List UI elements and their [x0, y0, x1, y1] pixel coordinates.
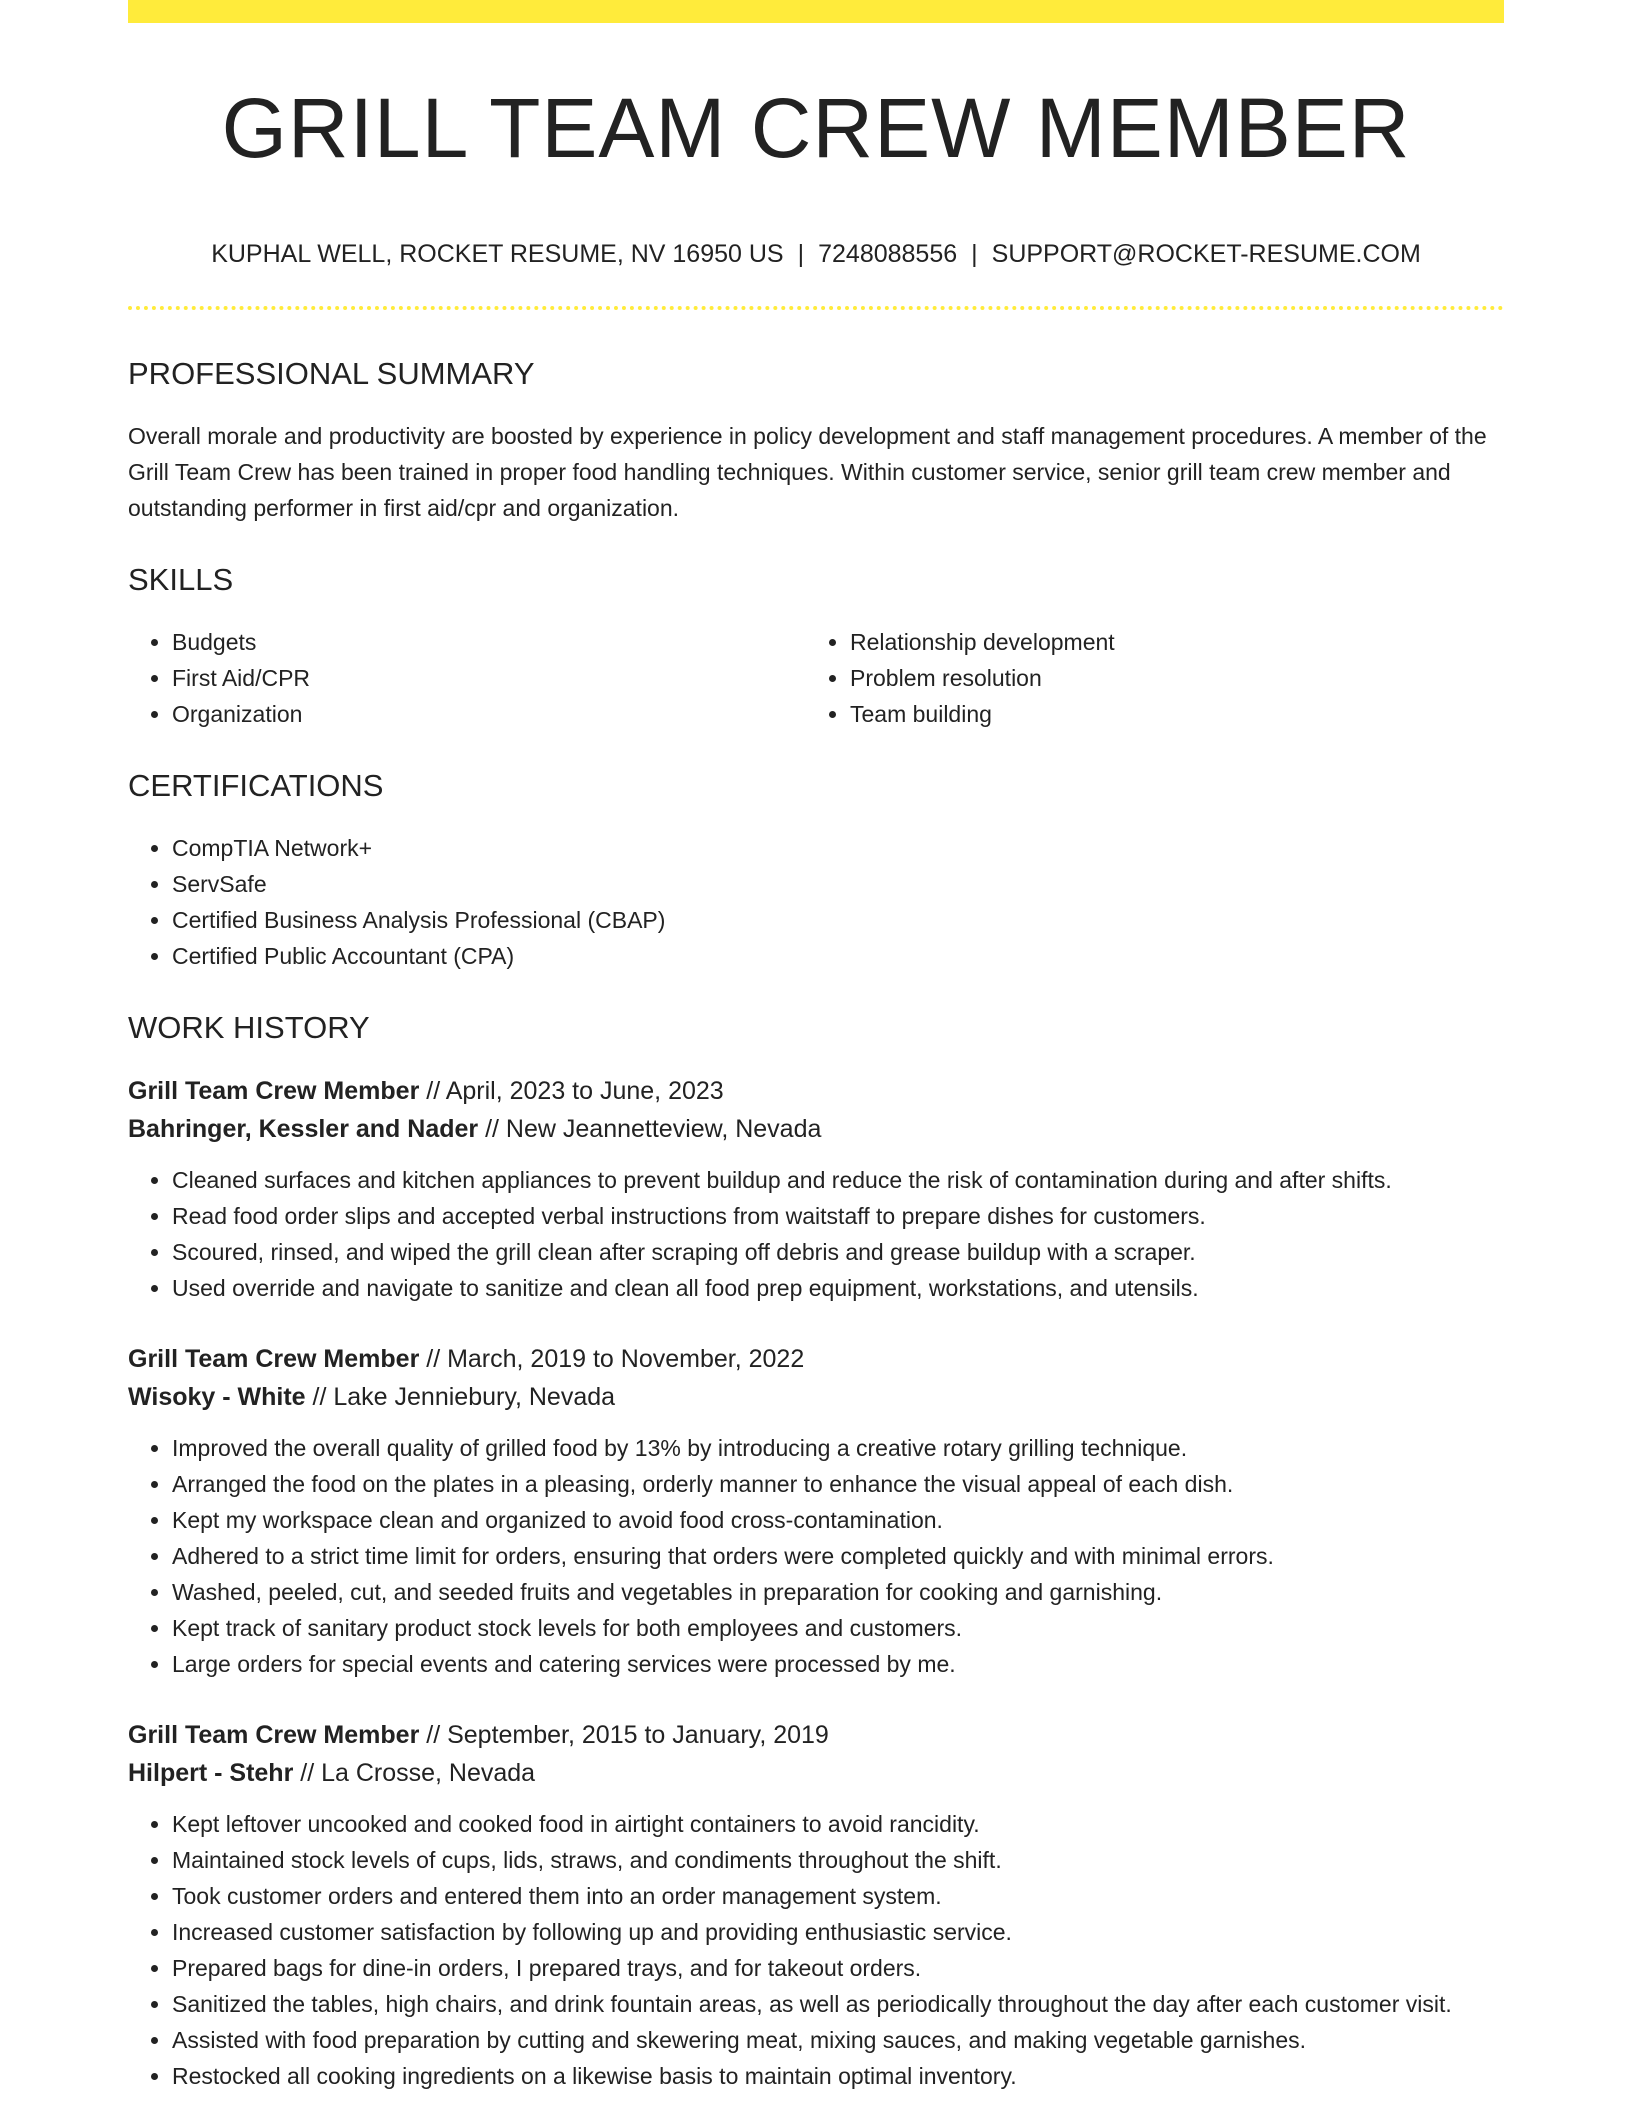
job-dates: // September, 2015 to January, 2019 [419, 1721, 829, 1749]
job-role: Grill Team Crew Member [128, 1077, 420, 1105]
job-duties [128, 1162, 1504, 1306]
accent-bar [128, 0, 1504, 23]
job-entry [128, 1072, 1504, 1306]
job-duty: • Cleaned surfaces and kitchen appliances to prevent buildup and reduce the risk of contamination during and after shifts. [172, 1162, 1504, 1198]
contact-separator: | [971, 240, 978, 268]
job-location: // La Crosse, Nevada [293, 1759, 536, 1787]
contact-phone: 7248088556 [818, 240, 958, 268]
job-duties [128, 1806, 1504, 2094]
skills-list [128, 624, 1504, 732]
skill-item: • Budgets [172, 624, 806, 660]
skill-item: • Problem resolution [850, 660, 1484, 696]
job-duties [128, 1430, 1504, 1682]
contact-address: KUPHAL WELL, ROCKET RESUME, NV 16950 US [211, 240, 784, 268]
job-dates: // March, 2019 to November, 2022 [419, 1345, 805, 1373]
job-entry [128, 1340, 1504, 1682]
job-duty: • Sanitized the tables, high chairs, and drink fountain areas, as well as periodically throughout the day after each customer visit. [172, 1986, 1504, 2022]
skills-heading: SKILLS [128, 562, 234, 597]
contact-email: SUPPORT@ROCKET-RESUME.COM [991, 240, 1421, 268]
certifications-heading: CERTIFICATIONS [128, 768, 384, 803]
skill-item: • First Aid/CPR [172, 660, 806, 696]
summary-heading: PROFESSIONAL SUMMARY [128, 356, 535, 391]
job-duty: • Kept leftover uncooked and cooked food in airtight containers to avoid rancidity. [172, 1806, 1504, 1842]
contact-line [128, 236, 1504, 272]
job-duty: • Increased customer satisfaction by following up and providing enthusiastic service. [172, 1914, 1504, 1950]
resume-page [128, 0, 1504, 2112]
job-duty: • Used override and navigate to sanitize and clean all food prep equipment, workstations, and utensils. [172, 1270, 1504, 1306]
job-duty: • Large orders for special events and catering services were processed by me. [172, 1646, 1504, 1682]
job-duty: • Read food order slips and accepted verbal instructions from waitstaff to prepare dishes for customers. [172, 1198, 1504, 1234]
job-company-line [128, 1754, 1504, 1792]
job-location: // New Jeannetteview, Nevada [478, 1115, 822, 1143]
job-company: Wisoky - White [128, 1383, 306, 1411]
job-location: // Lake Jenniebury, Nevada [305, 1383, 616, 1411]
certification-item: • CompTIA Network+ [172, 830, 1504, 866]
certification-item: • Certified Business Analysis Professional (CBAP) [172, 902, 1504, 938]
certification-item: • Certified Public Accountant (CPA) [172, 938, 1504, 974]
job-duty: • Kept track of sanitary product stock levels for both employees and customers. [172, 1610, 1504, 1646]
job-duty: • Took customer orders and entered them into an order management system. [172, 1878, 1504, 1914]
job-title-line [128, 1716, 1504, 1754]
job-role: Grill Team Crew Member [128, 1345, 420, 1373]
job-duty: • Restocked all cooking ingredients on a likewise basis to maintain optimal inventory. [172, 2058, 1504, 2094]
job-company: Hilpert - Stehr [128, 1759, 294, 1787]
job-duty: • Scoured, rinsed, and wiped the grill clean after scraping off debris and grease buildup with a scraper. [172, 1234, 1504, 1270]
job-duty: • Improved the overall quality of grilled food by 13% by introducing a creative rotary grilling technique. [172, 1430, 1504, 1466]
job-duty: • Kept my workspace clean and organized to avoid food cross-contamination. [172, 1502, 1504, 1538]
resume-content [128, 352, 1504, 2128]
job-duty: • Washed, peeled, cut, and seeded fruits and vegetables in preparation for cooking and garnishing. [172, 1574, 1504, 1610]
certifications-section [128, 830, 1504, 974]
job-duty: • Assisted with food preparation by cutting and skewering meat, mixing sauces, and making vegetable garnishes. [172, 2022, 1504, 2058]
job-duty: • Arranged the food on the plates in a pleasing, orderly manner to enhance the visual appeal of each dish. [172, 1466, 1504, 1502]
skill-item: • Team building [850, 696, 1484, 732]
job-company-line [128, 1378, 1504, 1416]
job-title-line [128, 1072, 1504, 1110]
job-title-line [128, 1340, 1504, 1378]
job-company: Bahringer, Kessler and Nader [128, 1115, 479, 1143]
resume-title: GRILL TEAM CREW MEMBER [221, 81, 1411, 175]
certifications-list [128, 830, 1504, 974]
job-duty: • Prepared bags for dine-in orders, I prepared trays, and for takeout orders. [172, 1950, 1504, 1986]
skills-column-left [128, 624, 806, 732]
job-dates: // April, 2023 to June, 2023 [419, 1077, 724, 1105]
job-role: Grill Team Crew Member [128, 1721, 420, 1749]
certification-item: • ServSafe [172, 866, 1504, 902]
skills-column-right [806, 624, 1484, 732]
job-duty: • Adhered to a strict time limit for orders, ensuring that orders were completed quickly and with minimal errors. [172, 1538, 1504, 1574]
work-history-heading: WORK HISTORY [128, 1010, 370, 1045]
summary-text: Overall morale and productivity are boosted by experience in policy development and staff management procedures. A member of the Grill Team Crew has been trained in proper food handling techniques. Within customer service, senior grill team crew member and outstanding performer in first aid/cpr and organization. [128, 423, 1487, 521]
job-duty: • Maintained stock levels of cups, lids, straws, and condiments throughout the shift. [172, 1842, 1504, 1878]
job-entry [128, 1716, 1504, 2094]
header-divider [128, 306, 1504, 310]
job-company-line [128, 1110, 1504, 1148]
skill-item: • Organization [172, 696, 806, 732]
contact-separator: | [797, 240, 805, 268]
skill-item: • Relationship development [850, 624, 1484, 660]
